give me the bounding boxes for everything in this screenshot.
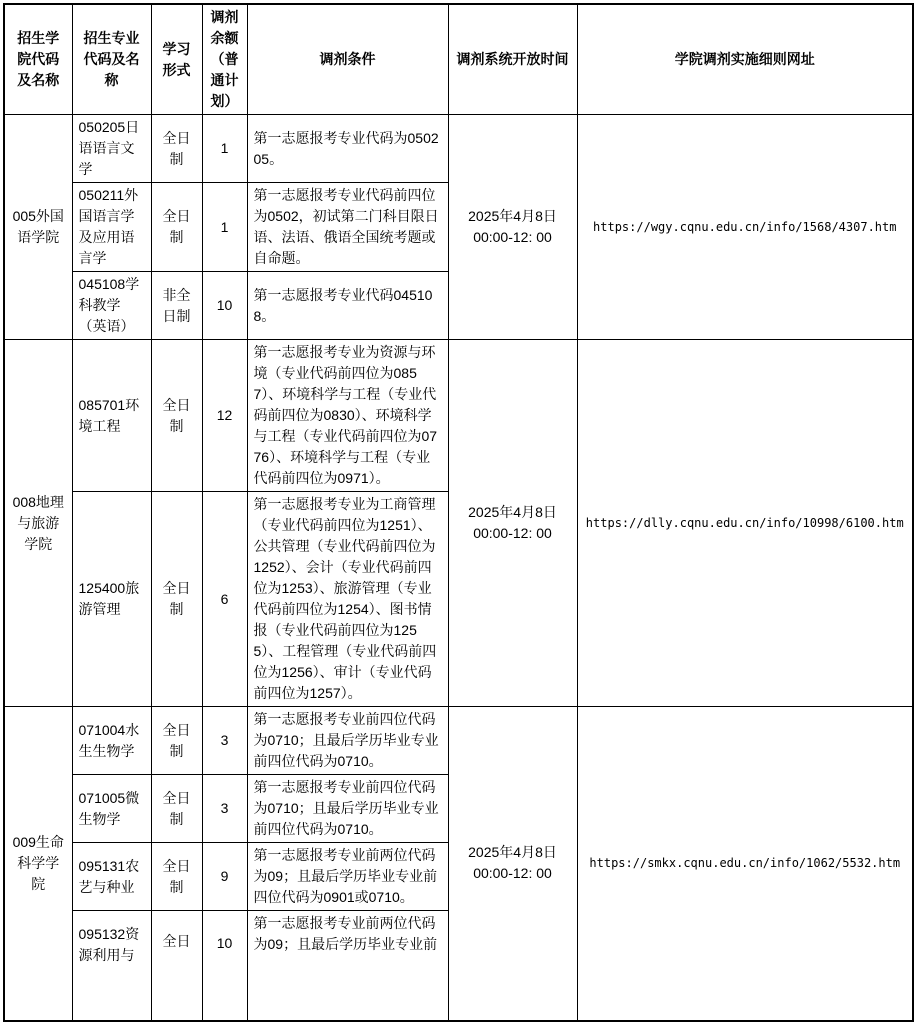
condition-cell: 第一志愿报考专业前四位代码为0710；且最后学历毕业专业前四位代码为0710。 <box>247 707 448 775</box>
quota-cell: 3 <box>202 775 247 843</box>
study-form-cell: 全日制 <box>151 707 202 775</box>
study-form-cell: 全日制 <box>151 492 202 707</box>
college-cell: 009生命科学学院 <box>4 707 72 1021</box>
url-cell: https://dlly.cqnu.edu.cn/info/10998/6100.htm <box>577 340 913 707</box>
header-row <box>4 4 913 115</box>
condition-cell: 第一志愿报考专业前四位代码为0710；且最后学历毕业专业前四位代码为0710。 <box>247 775 448 843</box>
header-condition: 调剂条件 <box>247 4 448 115</box>
major-cell: 050205日语语言文学 <box>72 115 151 183</box>
quota-cell: 3 <box>202 707 247 775</box>
study-form-cell: 全日制 <box>151 843 202 911</box>
condition-cell: 第一志愿报考专业代码为050205。 <box>247 115 448 183</box>
condition-cell: 第一志愿报考专业前两位代码为09；且最后学历毕业专业前 <box>247 911 448 1021</box>
url-cell: https://wgy.cqnu.edu.cn/info/1568/4307.htm <box>577 115 913 340</box>
header-quota: 调剂余额（普通计划） <box>202 4 247 115</box>
header-open-time: 调剂系统开放时间 <box>448 4 577 115</box>
quota-cell: 12 <box>202 340 247 492</box>
college-cell: 005外国语学院 <box>4 115 72 340</box>
study-form-cell: 全日制 <box>151 115 202 183</box>
major-cell: 071005微生物学 <box>72 775 151 843</box>
quota-cell: 1 <box>202 183 247 272</box>
study-form-cell: 全日制 <box>151 340 202 492</box>
open-hours: 00:00-12: 00 <box>473 865 552 882</box>
college-cell: 008地理与旅游学院 <box>4 340 72 707</box>
adjustment-quota-table <box>3 3 914 1022</box>
header-study-form: 学习形式 <box>151 4 202 115</box>
quota-cell: 10 <box>202 911 247 1021</box>
url-cell: https://smkx.cqnu.edu.cn/info/1062/5532.htm <box>577 707 913 1021</box>
major-cell: 095132资源利用与 <box>72 911 151 1021</box>
major-cell: 085701环境工程 <box>72 340 151 492</box>
quota-cell: 1 <box>202 115 247 183</box>
condition-cell: 第一志愿报考专业前两位代码为09；且最后学历毕业专业前四位代码为0901或0710。 <box>247 843 448 911</box>
header-college: 招生学院代码及名称 <box>4 4 72 115</box>
study-form-cell: 全日制 <box>151 775 202 843</box>
major-cell: 095131农艺与种业 <box>72 843 151 911</box>
condition-cell: 第一志愿报考专业为工商管理（专业代码前四位为1251）、公共管理（专业代码前四位为1252）、会计（专业代码前四位为1253）、旅游管理（专业代码前四位为1254）、图书情报（专业代码前四位为1255）、工程管理（专业代码前四位为1256）、审计（专业代码前四位为1257）。 <box>247 492 448 707</box>
open-date: 2025年4月8日 <box>468 844 557 861</box>
major-cell: 050211外国语言学及应用语言学 <box>72 183 151 272</box>
major-cell: 045108学科教学（英语） <box>72 272 151 340</box>
open-hours: 00:00-12: 00 <box>473 525 552 541</box>
open-time-cell <box>448 707 577 1021</box>
study-form-cell: 非全日制 <box>151 272 202 340</box>
open-date: 2025年4月8日 <box>468 208 557 224</box>
open-time-cell <box>448 115 577 340</box>
open-hours: 00:00-12: 00 <box>473 229 552 245</box>
condition-cell: 第一志愿报考专业为资源与环境（专业代码前四位为0857）、环境科学与工程（专业代码前四位为0830）、环境科学与工程（专业代码前四位为0776）、环境科学与工程（专业代码前四位为0971）。 <box>247 340 448 492</box>
quota-cell: 9 <box>202 843 247 911</box>
study-form-cell: 全日制 <box>151 183 202 272</box>
study-form-cell: 全日 <box>151 911 202 1021</box>
quota-cell: 10 <box>202 272 247 340</box>
header-url: 学院调剂实施细则网址 <box>577 4 913 115</box>
table-row <box>4 340 913 492</box>
quota-cell: 6 <box>202 492 247 707</box>
condition-cell: 第一志愿报考专业代码前四位为0502，初试第二门科目限日语、法语、俄语全国统考题或自命题。 <box>247 183 448 272</box>
condition-cell: 第一志愿报考专业代码045108。 <box>247 272 448 340</box>
major-cell: 071004水生生物学 <box>72 707 151 775</box>
major-cell: 125400旅游管理 <box>72 492 151 707</box>
table-row <box>4 115 913 183</box>
open-date: 2025年4月8日 <box>468 504 557 520</box>
header-major: 招生专业代码及名称 <box>72 4 151 115</box>
open-time-cell <box>448 340 577 707</box>
table-row <box>4 707 913 775</box>
